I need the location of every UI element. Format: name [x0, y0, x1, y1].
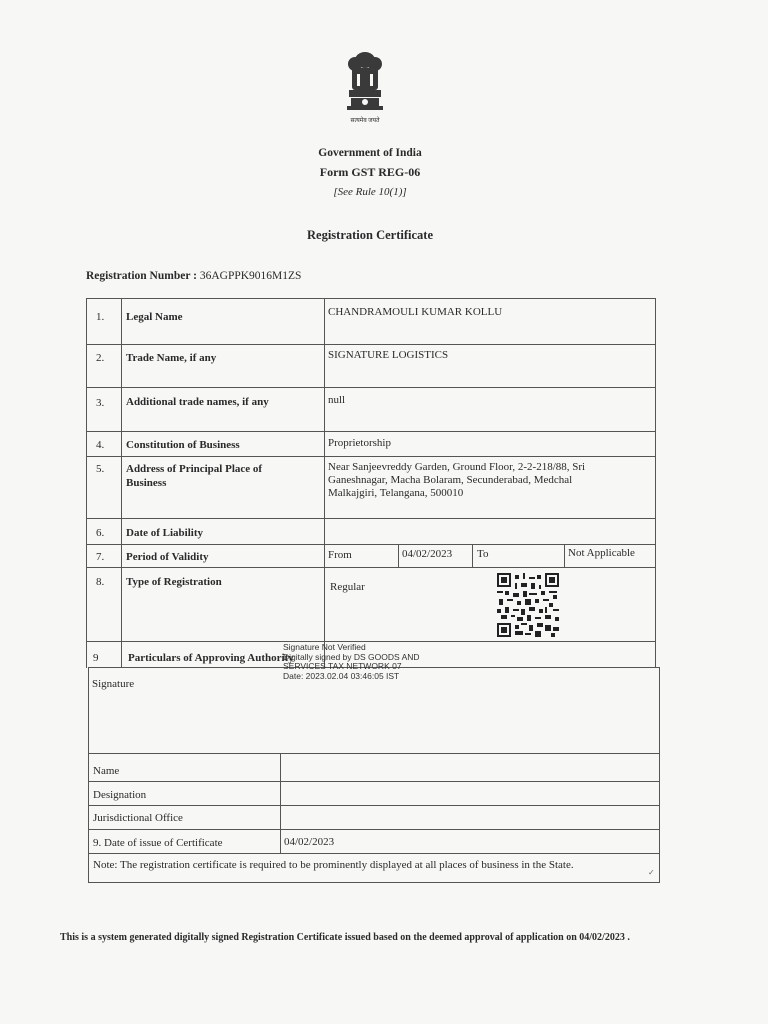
additional-trade-names-label: Additional trade names, if any	[126, 396, 269, 408]
address-line3: Malkajgiri, Telangana, 500010	[328, 487, 464, 499]
pen-mark: ✓	[648, 868, 655, 877]
type-of-registration-value: Regular	[330, 581, 365, 593]
date-of-issue-label: 9. Date of issue of Certificate	[93, 837, 223, 849]
row-7-number: 7.	[96, 551, 105, 563]
display-note: Note: The registration certificate is required to be prominently displayed at all places of business in the State.	[93, 859, 574, 871]
legal-name-value: CHANDRAMOULI KUMAR KOLLU	[328, 306, 503, 318]
legal-name-label: Legal Name	[126, 311, 183, 323]
address-label-line2: Business	[126, 477, 167, 489]
row-3-number: 3.	[96, 397, 105, 409]
signature-status: Signature Not Verified	[283, 642, 366, 652]
validity-to-value: Not Applicable	[568, 547, 635, 559]
signature-label: Signature	[92, 678, 135, 690]
constitution-value: Proprietorship	[328, 437, 391, 449]
validity-to-label: To	[477, 548, 489, 560]
address-line2: Ganeshnagar, Macha Bolaram, Secunderabad, Medchal	[328, 474, 573, 486]
validity-from-date: 04/02/2023	[402, 548, 453, 560]
signature-date: Date: 2023.02.04 03:46:05 IST	[283, 670, 400, 681]
digital-signature-stamp	[283, 643, 420, 681]
address-label-line1: Address of Principal Place of	[126, 463, 263, 475]
row-2-number: 2.	[96, 352, 105, 364]
constitution-label: Constitution of Business	[126, 439, 240, 451]
period-of-validity-label: Period of Validity	[126, 551, 209, 563]
footer-statement: This is a system generated digitally signed Registration Certificate issued based on the deemed approval of application on 04/02/2023 .	[60, 932, 630, 943]
trade-name-value: SIGNATURE LOGISTICS	[328, 349, 449, 361]
registration-number	[86, 270, 301, 282]
emblem-motto: सत्यमेव जयते	[350, 118, 380, 124]
row-5-number: 5.	[96, 463, 105, 475]
validity-from-label: From	[328, 549, 352, 561]
row-4-number: 4.	[96, 439, 105, 451]
government-title: Government of India	[318, 147, 422, 159]
additional-trade-names-value: null	[328, 394, 346, 406]
address-line1: Near Sanjeevreddy Garden, Ground Floor, 2-2-218/88, Sri	[328, 461, 586, 473]
jurisdictional-office-label: Jurisdictional Office	[93, 812, 183, 824]
designation-label: Designation	[93, 789, 147, 801]
row-1-number: 1.	[96, 311, 105, 323]
trade-name-label: Trade Name, if any	[126, 352, 217, 364]
name-label: Name	[93, 765, 120, 777]
row-8-number: 8.	[96, 576, 105, 588]
registration-number-label: Registration Number :	[86, 270, 197, 282]
row-6-number: 6.	[96, 527, 105, 539]
qr-code-icon	[497, 573, 559, 637]
rule-reference: [See Rule 10(1)]	[333, 186, 407, 198]
signature-authority: SERVICES TAX NETWORK 07	[283, 661, 402, 671]
form-title: Form GST REG-06	[319, 165, 421, 179]
certificate-title: Registration Certificate	[307, 228, 433, 242]
type-of-registration-label: Type of Registration	[126, 576, 222, 588]
date-of-liability-label: Date of Liability	[126, 527, 203, 539]
registration-number-value: 36AGPPK9016M1ZS	[199, 270, 302, 282]
approving-authority-label: Particulars of Approving Authority	[128, 652, 294, 664]
row-9-number: 9	[93, 652, 99, 664]
signature-signed-by: Digitally signed by DS GOODS AND	[283, 651, 420, 662]
date-of-issue-value: 04/02/2023	[284, 836, 335, 848]
